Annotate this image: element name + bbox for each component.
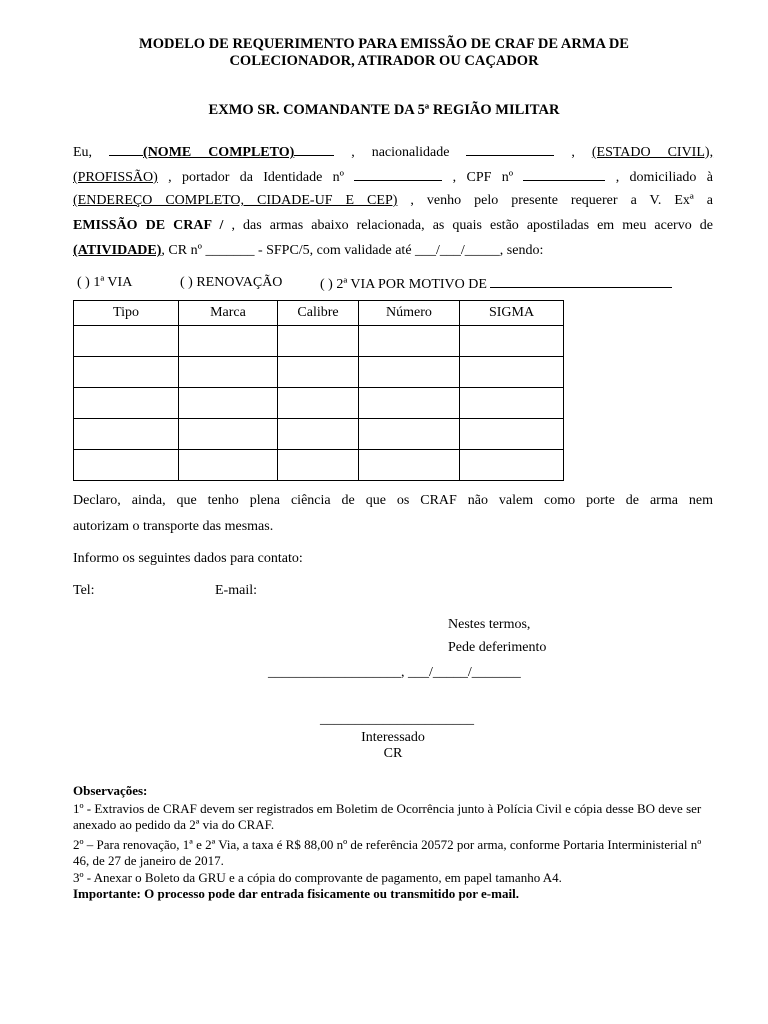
- table-cell[interactable]: [278, 419, 359, 450]
- important-note: Importante: O processo pode dar entrada fisicamente ou transmitido por e-mail.: [73, 886, 519, 901]
- table-cell[interactable]: [460, 326, 564, 357]
- cpf-label: , CPF nº: [452, 170, 514, 185]
- tel-label: Tel:: [73, 583, 95, 598]
- request-line-3: [73, 193, 713, 209]
- col-calibre: Calibre: [278, 301, 359, 326]
- nestes-termos: Nestes termos,: [448, 617, 531, 632]
- table-cell[interactable]: [74, 450, 179, 481]
- observations-heading: Observações:: [73, 783, 148, 798]
- date-line[interactable]: ___________________, ___/_____/_______: [268, 665, 521, 680]
- signature-line[interactable]: ______________________: [320, 712, 474, 727]
- table-cell[interactable]: [359, 326, 460, 357]
- table-cell[interactable]: [460, 450, 564, 481]
- request-line-5: [73, 243, 543, 259]
- email-label: E-mail:: [215, 583, 257, 598]
- emissao-label: EMISSÃO DE CRAF /: [73, 218, 224, 233]
- nacionalidade-label: , nacionalidade: [351, 145, 450, 160]
- table-cell[interactable]: [179, 388, 278, 419]
- table-cell[interactable]: [460, 357, 564, 388]
- nacionalidade-blank: [466, 143, 554, 156]
- table-cell[interactable]: [179, 450, 278, 481]
- request-line-4: [73, 218, 713, 234]
- venho-label: , venho pelo presente requerer a V. Exª a: [410, 193, 713, 208]
- cpf-blank: [523, 168, 605, 181]
- table-row: [74, 326, 564, 357]
- atividade-field: (ATIVIDADE): [73, 243, 162, 258]
- table-cell[interactable]: [74, 357, 179, 388]
- table-cell[interactable]: [359, 450, 460, 481]
- table-cell[interactable]: [359, 388, 460, 419]
- interessado-label: Interessado: [361, 730, 425, 745]
- table-cell[interactable]: [278, 357, 359, 388]
- table-cell[interactable]: [179, 326, 278, 357]
- table-cell[interactable]: [278, 388, 359, 419]
- table-cell[interactable]: [278, 326, 359, 357]
- request-line-1: Eu, (NOME COMPLETO) , nacionalidade , (ESTADO CIVIL),: [73, 145, 714, 160]
- weapons-table: [73, 300, 564, 481]
- option-2a-via[interactable]: ( ) 2ª VIA POR MOTIVO DE: [320, 275, 672, 293]
- table-row: [74, 419, 564, 450]
- table-cell[interactable]: [359, 419, 460, 450]
- table-row: [74, 450, 564, 481]
- domiciliado-label: , domiciliado à: [615, 170, 713, 185]
- table-cell[interactable]: [74, 419, 179, 450]
- table-cell[interactable]: [359, 357, 460, 388]
- contact-intro: Informo os seguintes dados para contato:: [73, 551, 303, 566]
- option-1a-via[interactable]: ( ) 1ª VIA: [77, 275, 133, 290]
- table-cell[interactable]: [278, 450, 359, 481]
- option-renovacao[interactable]: ( ) RENOVAÇÃO: [180, 275, 283, 290]
- identidade-blank: [354, 168, 442, 181]
- col-tipo: Tipo: [74, 301, 179, 326]
- cr-label: CR: [383, 746, 403, 761]
- table-cell[interactable]: [460, 388, 564, 419]
- endereco-field: (ENDEREÇO COMPLETO, CIDADE-UF E CEP): [73, 193, 398, 208]
- declaration-line-2: autorizam o transporte das mesmas.: [73, 519, 274, 534]
- name-field: (NOME COMPLETO): [109, 145, 334, 160]
- observation-3: 3º - Anexar o Boleto da GRU e a cópia do comprovante de pagamento, em papel tamanho A4.: [73, 870, 562, 885]
- profissao-field: (PROFISSÃO): [73, 170, 158, 185]
- cr-validade-label: , CR nº _______ - SFPC/5, com validade até ___/___/_____, sendo:: [161, 243, 544, 258]
- table-cell[interactable]: [179, 357, 278, 388]
- col-numero: Número: [359, 301, 460, 326]
- table-row: [74, 357, 564, 388]
- table-row: [74, 388, 564, 419]
- observation-1: 1º - Extravios de CRAF devem ser registrados em Boletim de Ocorrência junto à Polícia Civil e cópia desse BO deve ser anexado ao pedido da 2ª via do CRAF.: [73, 801, 702, 832]
- motivo-blank: [490, 275, 672, 288]
- identidade-label: , portador da Identidade nº: [168, 170, 345, 185]
- table-cell[interactable]: [179, 419, 278, 450]
- col-marca: Marca: [179, 301, 278, 326]
- addressee: EXMO SR. COMANDANTE DA 5ª REGIÃO MILITAR: [208, 102, 560, 118]
- declaration-line-1: Declaro, ainda, que tenho plena ciência de que os CRAF não valem como porte de arma nem: [73, 493, 713, 508]
- eu-label: Eu,: [73, 145, 93, 160]
- observation-2: 2º – Para renovação, 1ª e 2ª Via, a taxa é R$ 88,00 nº de referência 20572 por arma, conforme Portaria Interministerial nº 46, de 27 de janeiro de 2017.: [73, 837, 702, 868]
- col-sigma: SIGMA: [460, 301, 564, 326]
- table-cell[interactable]: [74, 388, 179, 419]
- pede-deferimento: Pede deferimento: [448, 640, 547, 655]
- request-line-2: [73, 168, 713, 186]
- document-title-line2: COLECIONADOR, ATIRADOR OU CAÇADOR: [229, 53, 539, 69]
- weapons-table-header: [74, 301, 564, 326]
- estado-civil-field: (ESTADO CIVIL),: [591, 145, 714, 160]
- armas-label: , das armas abaixo relacionada, as quais estão apostiladas em meu acervo de: [231, 218, 713, 233]
- table-cell[interactable]: [460, 419, 564, 450]
- table-cell[interactable]: [74, 326, 179, 357]
- document-title-line1: MODELO DE REQUERIMENTO PARA EMISSÃO DE CRAF DE ARMA DE: [139, 36, 629, 52]
